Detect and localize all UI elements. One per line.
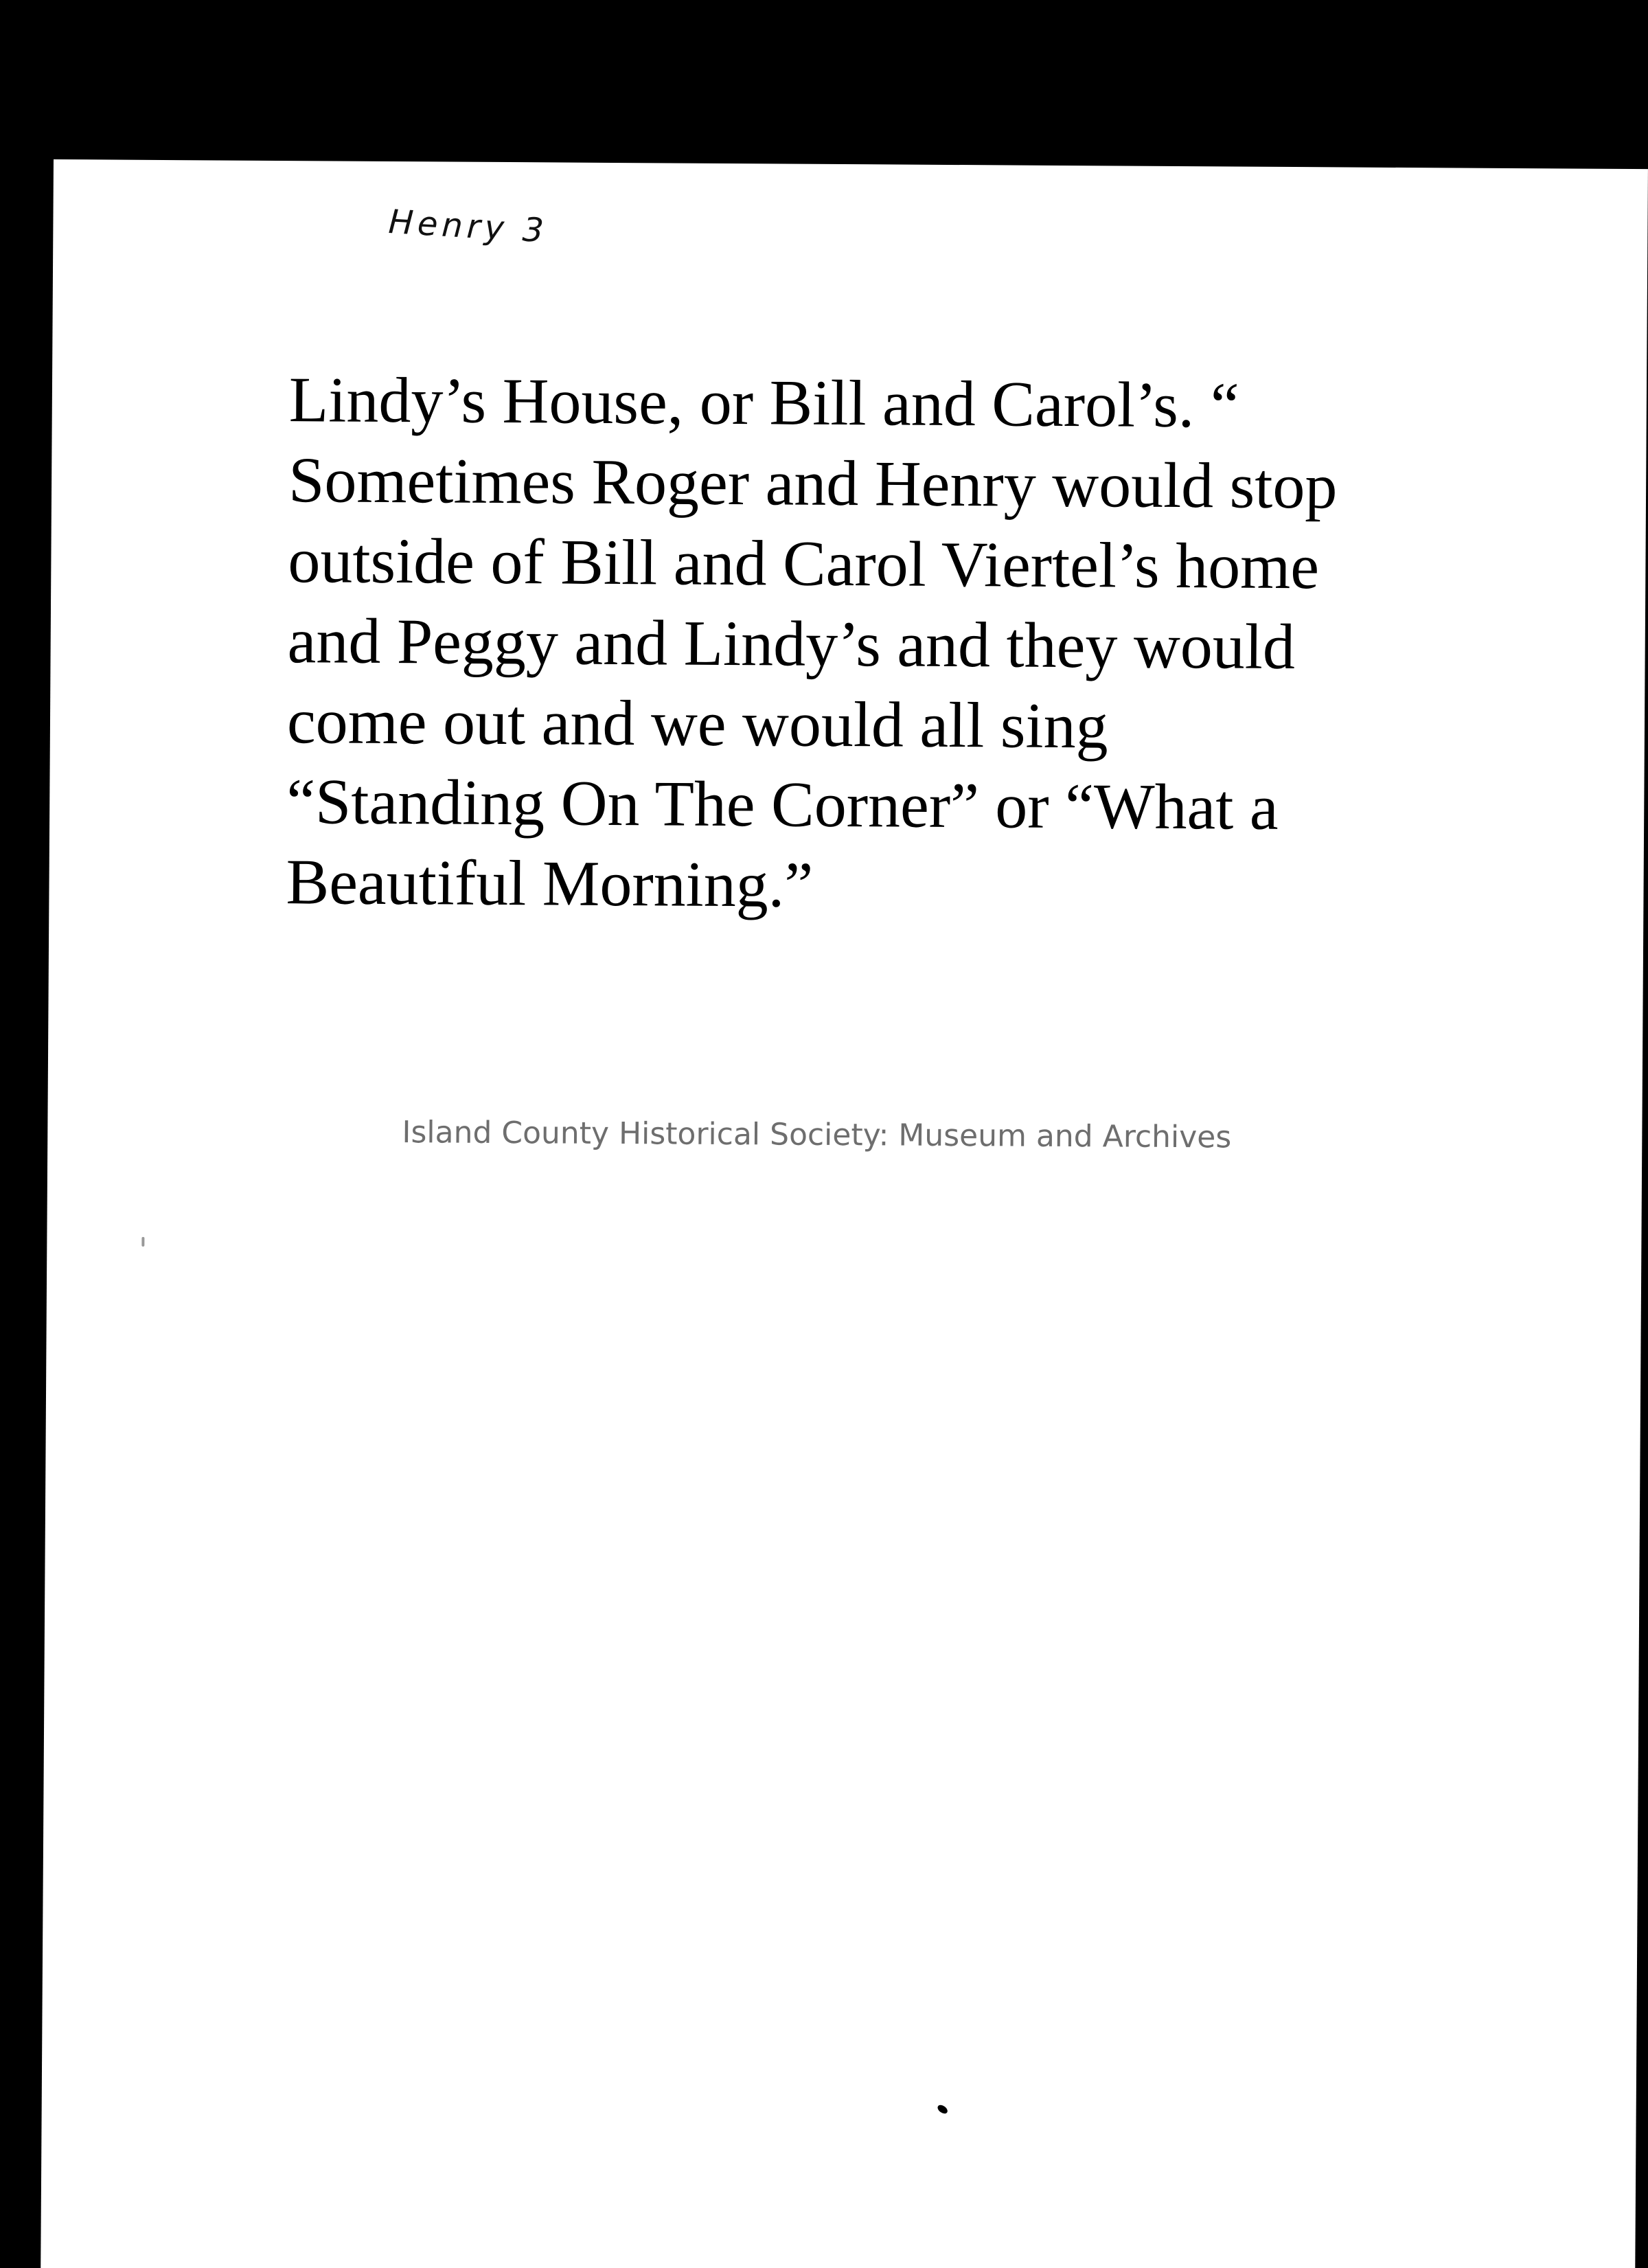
scan-speck [936,2103,949,2115]
text-line: outside of Bill and Carol Viertel’s home [288,525,1320,603]
text-line: “Standing On The Corner” or “What a [286,766,1279,843]
paper-sheet [41,159,1648,2268]
text-line: Sometimes Roger and Henry would stop [288,444,1338,523]
text-line: and Peggy and Lindy’s and they would [287,605,1296,683]
archive-watermark: Island County Historical Society: Museum and Archives [402,1115,1232,1155]
handwritten-page-label: Henry 3 [387,202,549,251]
body-paragraph [286,360,1546,930]
scan-speck [141,1237,144,1247]
text-line: come out and we would all sing [286,685,1108,762]
text-line: Beautiful Morning.” [286,846,814,921]
text-line: Lindy’s House, or Bill and Carol’s. “ [288,364,1239,442]
